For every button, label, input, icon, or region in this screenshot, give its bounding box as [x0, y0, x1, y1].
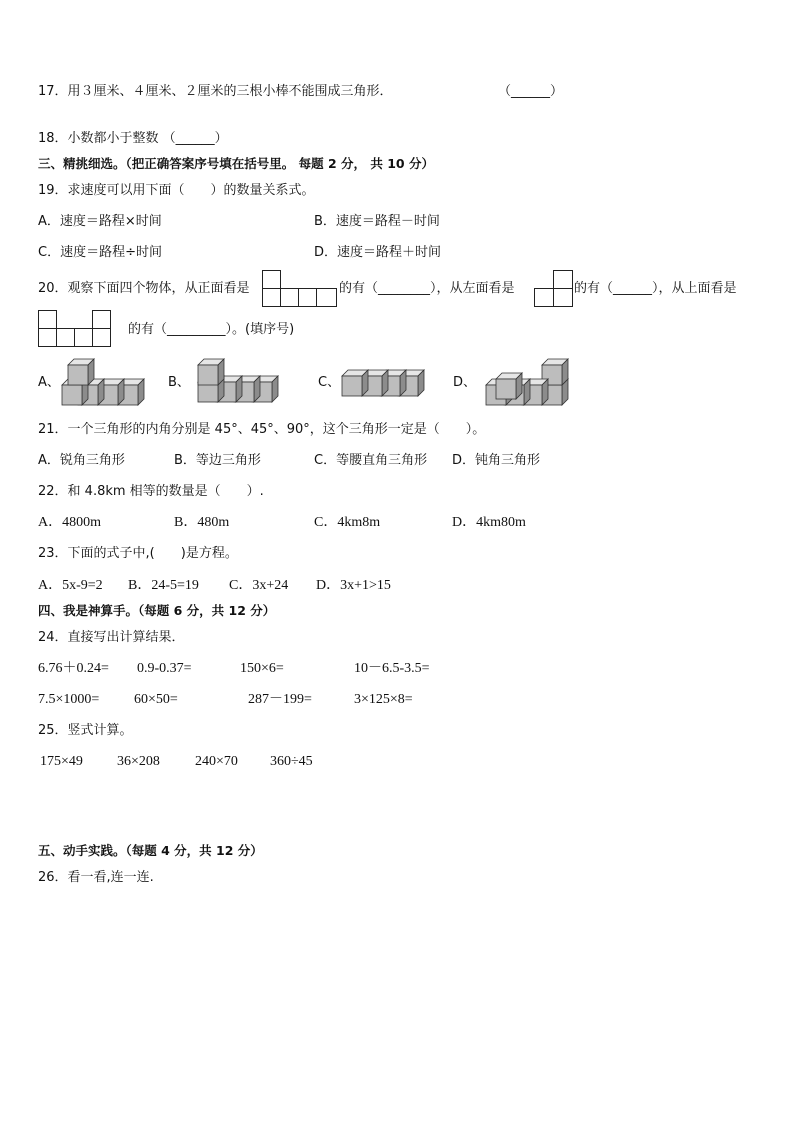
q22-option-a[interactable]: A．4800m — [38, 515, 101, 530]
figure-label-b: B、 — [168, 375, 190, 390]
question-17: 17．用３厘米、４厘米、２厘米的三根小棒不能围成三角形． — [38, 84, 393, 99]
q23-option-b[interactable]: B．24-5=19 — [128, 578, 199, 593]
q21-option-c[interactable]: C．等腰直角三角形 — [314, 453, 428, 468]
question-26: 26．看一看,连一连. — [38, 870, 154, 885]
q21-option-d[interactable]: D．钝角三角形 — [452, 453, 541, 468]
calc-item: 150×6= — [240, 661, 284, 676]
question-20-part1: 20．观察下面四个物体，从正面看是 — [38, 281, 250, 296]
question-20-part3: 的有（______），从上面看是 — [574, 281, 737, 296]
front-view-figure — [262, 270, 338, 308]
q19-option-d[interactable]: D．速度＝路程＋时间 — [314, 245, 442, 260]
vertical-calc-item: 175×49 — [40, 754, 83, 769]
vertical-calc-item: 36×208 — [117, 754, 160, 769]
q22-option-c[interactable]: C．4km8m — [314, 515, 381, 530]
section-4-title: 四、我是神算手。（每题 6 分，共 12 分） — [38, 603, 276, 618]
left-view-figure — [534, 270, 574, 308]
q19-option-b[interactable]: B．速度＝路程－时间 — [314, 214, 440, 229]
figure-label-d: D、 — [453, 375, 477, 390]
question-22: 22．和 4.8km 相等的数量是（ ）. — [38, 484, 264, 499]
vertical-calc-item: 360÷45 — [270, 754, 313, 769]
cube-figure-b[interactable] — [196, 358, 286, 406]
q22-option-d[interactable]: D．4km80m — [452, 515, 526, 530]
q19-option-c[interactable]: C．速度＝路程÷时间 — [38, 245, 162, 260]
top-view-figure — [38, 310, 114, 348]
cube-figure-a[interactable] — [58, 356, 144, 406]
answer-blank-17[interactable]: （______） — [498, 84, 564, 99]
calc-item: 10－6.5-3.5= — [354, 661, 430, 676]
q21-option-a[interactable]: A．锐角三角形 — [38, 453, 125, 468]
section-5-title: 五、动手实践。（每题 4 分，共 12 分） — [38, 843, 263, 858]
q23-option-d[interactable]: D．3x+1>15 — [316, 578, 391, 593]
figure-label-c: C、 — [318, 375, 341, 390]
cube-figure-d[interactable] — [484, 356, 574, 406]
question-18: 18．小数都小于整数 （______） — [38, 131, 228, 146]
figure-label-a: A、 — [38, 375, 60, 390]
vertical-calc-item: 240×70 — [195, 754, 238, 769]
question-19: 19．求速度可以用下面（ ）的数量关系式。 — [38, 183, 315, 198]
q23-option-c[interactable]: C．3x+24 — [229, 578, 289, 593]
question-20-part2: 的有（________），从左面看是 — [339, 281, 515, 296]
calc-item: 60×50= — [134, 692, 178, 707]
section-3-title: 三、精挑细选。（把正确答案序号填在括号里。 每题 2 分， 共 10 分） — [38, 156, 434, 171]
cube-figure-c[interactable] — [340, 364, 430, 404]
question-23: 23．下面的式子中,( )是方程。 — [38, 546, 238, 561]
question-24: 24．直接写出计算结果． — [38, 630, 185, 645]
q21-option-b[interactable]: B．等边三角形 — [174, 453, 261, 468]
calc-item: 7.5×1000= — [38, 692, 100, 707]
q22-option-b[interactable]: B．480m — [174, 515, 230, 530]
question-25: 25．竖式计算。 — [38, 723, 133, 738]
q19-option-a[interactable]: A．速度＝路程×时间 — [38, 214, 162, 229]
calc-item: 0.9-0.37= — [137, 661, 192, 676]
question-21: 21．一个三角形的内角分别是 45°、45°、90°，这个三角形一定是（ ）。 — [38, 422, 486, 437]
calc-item: 287－199= — [248, 692, 312, 707]
calc-item: 6.76＋0.24= — [38, 661, 109, 676]
calc-item: 3×125×8= — [354, 692, 413, 707]
question-20-part4: 的有（_________）。(填序号) — [128, 322, 295, 337]
q23-option-a[interactable]: A．5x-9=2 — [38, 578, 103, 593]
